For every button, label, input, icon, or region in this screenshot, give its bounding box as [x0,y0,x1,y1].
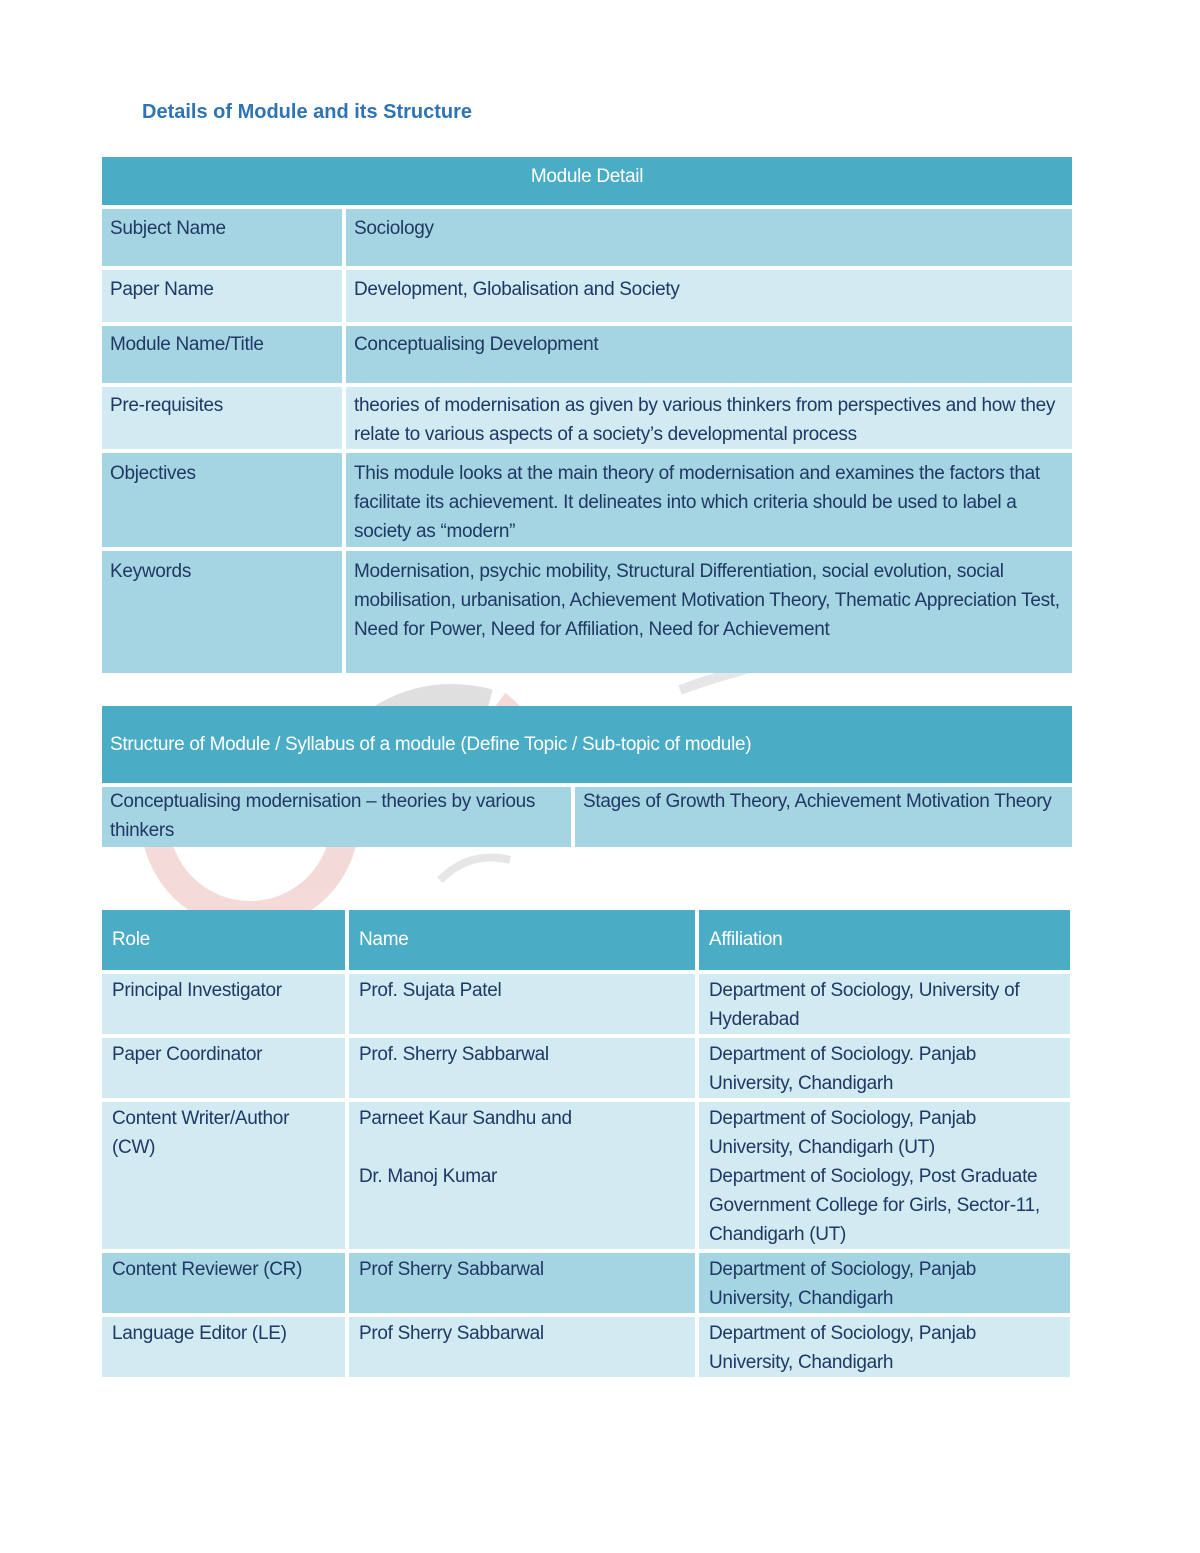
credits-header-row [102,910,1070,974]
credit-role: Content Reviewer (CR) [102,1253,349,1317]
credit-name-second: Dr. Manoj Kumar [359,1166,498,1187]
paper-name-label: Paper Name [102,270,346,326]
credit-affiliation-second: Department of Sociology, Post Graduate Government College for Girls, Sector-11, Chandigarh (UT) [709,1166,1040,1245]
credit-affiliation-cell [699,1102,1070,1253]
name-column-header: Name [349,910,699,974]
module-name-value: Conceptualising Development [346,326,1072,387]
table-row [102,974,1070,1038]
table-row [102,453,1072,551]
credit-affiliation: Department of Sociology, University of Hyderabad [699,974,1070,1038]
table-row [102,551,1072,673]
table-row [102,787,1072,847]
objectives-value: This module looks at the main theory of modernisation and examines the factors that facilitate its achievement. It delineates into which criteria should be used to label a society as “modern” [346,453,1072,551]
table-row [102,387,1072,453]
module-detail-header: Module Detail [102,157,1072,209]
keywords-label: Keywords [102,551,346,673]
table-row [102,1038,1070,1102]
credit-name: Prof Sherry Sabbarwal [349,1253,699,1317]
module-name-label: Module Name/Title [102,326,346,387]
subject-name-value: Sociology [346,209,1072,270]
credit-role: Principal Investigator [102,974,349,1038]
credit-name-cell [349,1102,699,1253]
table-row [102,1253,1070,1317]
credit-affiliation: Department of Sociology, Panjab University, Chandigarh (UT) [709,1108,977,1158]
credit-name: Prof Sherry Sabbarwal [349,1317,699,1377]
module-detail-table [102,157,1072,673]
table-row [102,1102,1070,1253]
table-row [102,1317,1070,1377]
credit-affiliation: Department of Sociology, Panjab University, Chandigarh [699,1317,1070,1377]
affiliation-column-header: Affiliation [699,910,1070,974]
keywords-value: Modernisation, psychic mobility, Structural Differentiation, social evolution, social mobilisation, urbanisation, Achievement Motivation Theory, Thematic Appreciation Test, Need for Power, Need for Affiliation, Need for Achievement [346,551,1072,673]
prerequisites-label: Pre-requisites [102,387,346,453]
subject-name-label: Subject Name [102,209,346,270]
credits-table [102,910,1070,1377]
paper-name-value: Development, Globalisation and Society [346,270,1072,326]
credit-name: Prof. Sherry Sabbarwal [349,1038,699,1102]
credit-name: Prof. Sujata Patel [349,974,699,1038]
structure-table [102,706,1072,847]
credit-affiliation: Department of Sociology. Panjab University, Chandigarh [699,1038,1070,1102]
structure-subtopic: Stages of Growth Theory, Achievement Motivation Theory [575,787,1072,847]
objectives-label: Objectives [102,453,346,551]
structure-topic: Conceptualising modernisation – theories by various thinkers [102,787,575,847]
credit-role: Language Editor (LE) [102,1317,349,1377]
document-title: Details of Module and its Structure [142,101,473,123]
prerequisites-value: theories of modernisation as given by various thinkers from perspectives and how they relate to various aspects of a society’s developmental process [346,387,1072,453]
credit-role: Content Writer/Author (CW) [102,1102,349,1253]
table-row [102,209,1072,270]
credit-name: Parneet Kaur Sandhu and [359,1108,572,1129]
table-row [102,270,1072,326]
table-row [102,326,1072,387]
structure-header: Structure of Module / Syllabus of a module (Define Topic / Sub-topic of module) [102,706,1072,787]
role-column-header: Role [102,910,349,974]
credit-role: Paper Coordinator [102,1038,349,1102]
credit-affiliation: Department of Sociology, Panjab University, Chandigarh [699,1253,1070,1317]
